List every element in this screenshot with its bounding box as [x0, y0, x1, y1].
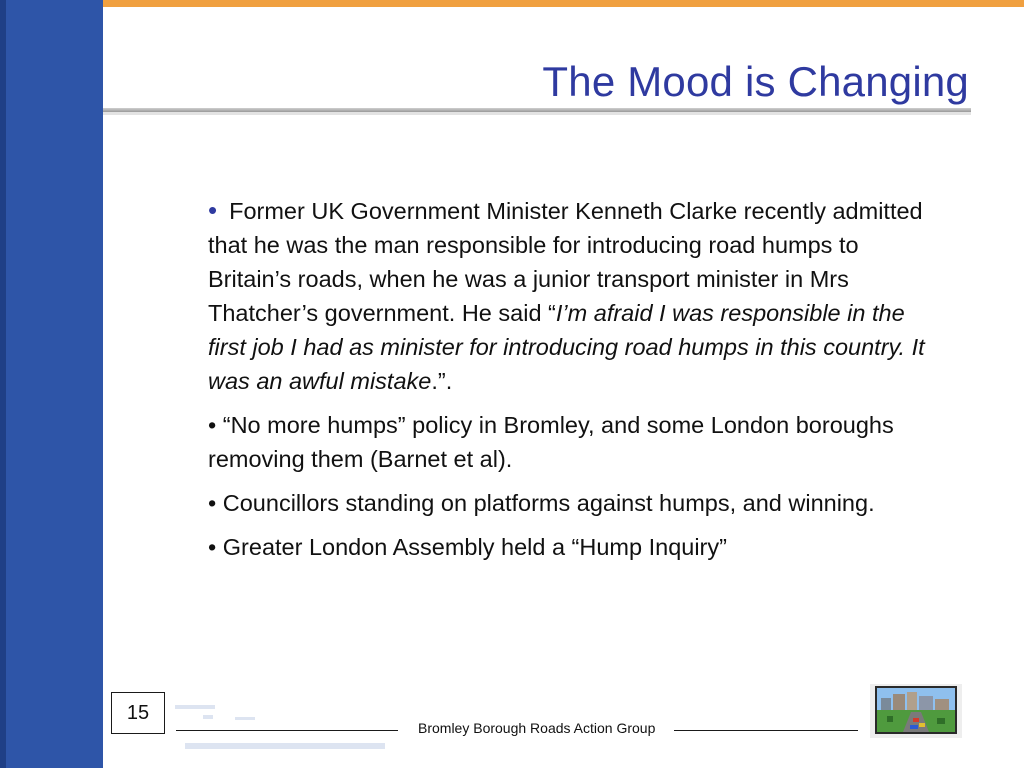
- left-bar-shade: [0, 0, 6, 768]
- top-accent-bar: [0, 0, 1024, 7]
- bullet-4-text: Greater London Assembly held a “Hump Inquiry”: [222, 534, 727, 560]
- footer-line-left: [176, 730, 398, 731]
- bullet-item-4: [208, 530, 928, 564]
- bullet-item-1: [208, 193, 928, 398]
- footer-line-right: [674, 730, 858, 731]
- bullet-dot-icon: •: [208, 195, 218, 225]
- slide-title: The Mood is Changing: [542, 58, 969, 105]
- bullet-1-text: Former UK Government Minister Kenneth Clarke recently admitted that he was the man responsible for introducing road humps to Britain’s roads, when he was a junior transport minister in Mrs Thatcher’s government. He said “: [208, 198, 923, 326]
- bullet-2-text: “No more humps” policy in Bromley, and some London boroughs removing them (Barnet et al).: [208, 412, 894, 472]
- bullet-item-2: [208, 408, 928, 476]
- bullet-dot-icon: •: [208, 412, 223, 438]
- bullet-1-quote: I’m afraid I was responsible in the first job I had as minister for introducing road humps in this country. It was an awful mistake: [208, 300, 925, 394]
- title-divider-shadow: [103, 112, 971, 115]
- bullet-item-3: [208, 486, 928, 520]
- page-number: 15: [111, 692, 165, 734]
- bullet-dot-icon: •: [208, 534, 223, 560]
- bullet-3-text: Councillors standing on platforms against humps, and winning.: [222, 490, 875, 516]
- town-road-illustration-icon: [875, 686, 957, 734]
- bullet-dot-icon: •: [208, 490, 223, 516]
- footer-ghost-graphic: [175, 705, 405, 753]
- footer-organization: Bromley Borough Roads Action Group: [418, 720, 656, 736]
- bullet-1-closing: .”.: [431, 368, 453, 394]
- town-road-illustration-svg: [877, 688, 955, 732]
- slide-body: [208, 193, 928, 574]
- left-accent-bar: [0, 0, 103, 768]
